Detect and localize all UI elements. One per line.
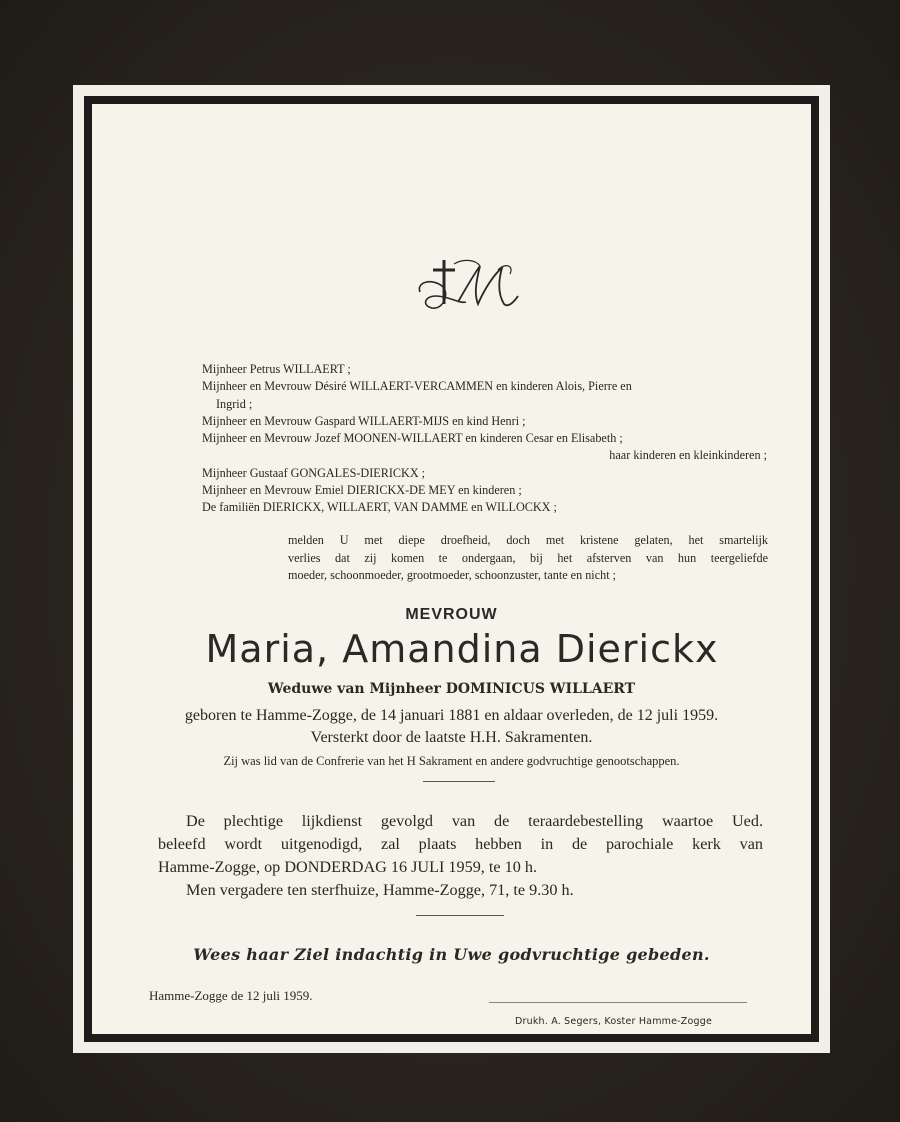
family-line: Mijnheer en Mevrouw Désiré WILLAERT-VERCAMMEN en kinderen Alois, Pierre en <box>202 379 632 394</box>
announcement-line: melden U met diepe droefheid, doch met kristene gelaten, het smartelijk <box>288 533 768 547</box>
mourning-card <box>73 85 830 1053</box>
family-line: De familiën DIERICKX, WILLAERT, VAN DAMME en WILLOCKX ; <box>202 500 557 515</box>
service-paragraph <box>158 810 763 902</box>
family-line: Mijnheer Petrus WILLAERT ; <box>202 362 351 376</box>
prayer-line: Wees haar Ziel indachtig in Uwe godvruchtige gebeden. <box>193 945 710 964</box>
family-line: Mijnheer en Mevrouw Gaspard WILLAERT-MIJS en kind Henri ; <box>202 413 526 428</box>
service-line: Hamme-Zogge, op DONDERDAG 16 JULI 1959, te 10 h. <box>158 858 537 876</box>
cross-m-monogram-icon <box>414 252 524 322</box>
membership-line: Zij was lid van de Confrerie van het H Sakrament en andere godvruchtige genootschappen. <box>223 754 680 768</box>
family-line: Mijnheer en Mevrouw Emiel DIERICKX-DE MEY en kinderen ; <box>202 483 522 498</box>
black-border-frame <box>84 96 819 1042</box>
service-line: De plechtige lijkdienst gevolgd van de teraardebestelling waartoe Ued. <box>186 812 763 830</box>
announcement-line: verlies dat zij komen te ondergaan, bij het afsterven van hun teergeliefde <box>288 550 768 565</box>
family-list <box>202 361 767 517</box>
birth-death-line: geboren te Hamme-Zogge, de 14 januari 1881 en aldaar overleden, de 12 juli 1959. <box>184 707 719 724</box>
announcement-line: moeder, schoonmoeder, grootmoeder, schoonzuster, tante en nicht ; <box>288 568 617 582</box>
divider <box>423 781 495 782</box>
family-line: Mijnheer Gustaaf GONGALES-DIERICKX ; <box>202 465 426 480</box>
printer-rule <box>489 1002 747 1003</box>
divider <box>416 915 504 916</box>
service-line: beleefd wordt uitgenodigd, zal plaats hebben in de parochiale kerk van <box>158 835 763 853</box>
announcement-paragraph <box>288 532 768 585</box>
sacraments-line: Versterkt door de laatste H.H. Sakramenten. <box>310 729 593 746</box>
family-line: Mijnheer en Mevrouw Jozef MOONEN-WILLAERT en kinderen Cesar en Elisabeth ; <box>202 431 623 446</box>
family-line: Ingrid ; <box>216 396 253 411</box>
family-line: haar kinderen en kleinkinderen ; <box>609 448 767 463</box>
meeting-line: Men vergadere ten sterfhuize, Hamme-Zogge, 71, te 9.30 h. <box>186 881 574 899</box>
place-date: Hamme-Zogge de 12 juli 1959. <box>149 988 313 1003</box>
honorific: MEVROUW <box>405 606 498 623</box>
deceased-name: Maria, Amandina Dierickx <box>205 627 719 671</box>
printer-credit: Drukh. A. Segers, Koster Hamme-Zogge <box>515 1016 713 1027</box>
widow-of: Weduwe van Mijnheer DOMINICUS WILLAERT <box>267 681 636 697</box>
